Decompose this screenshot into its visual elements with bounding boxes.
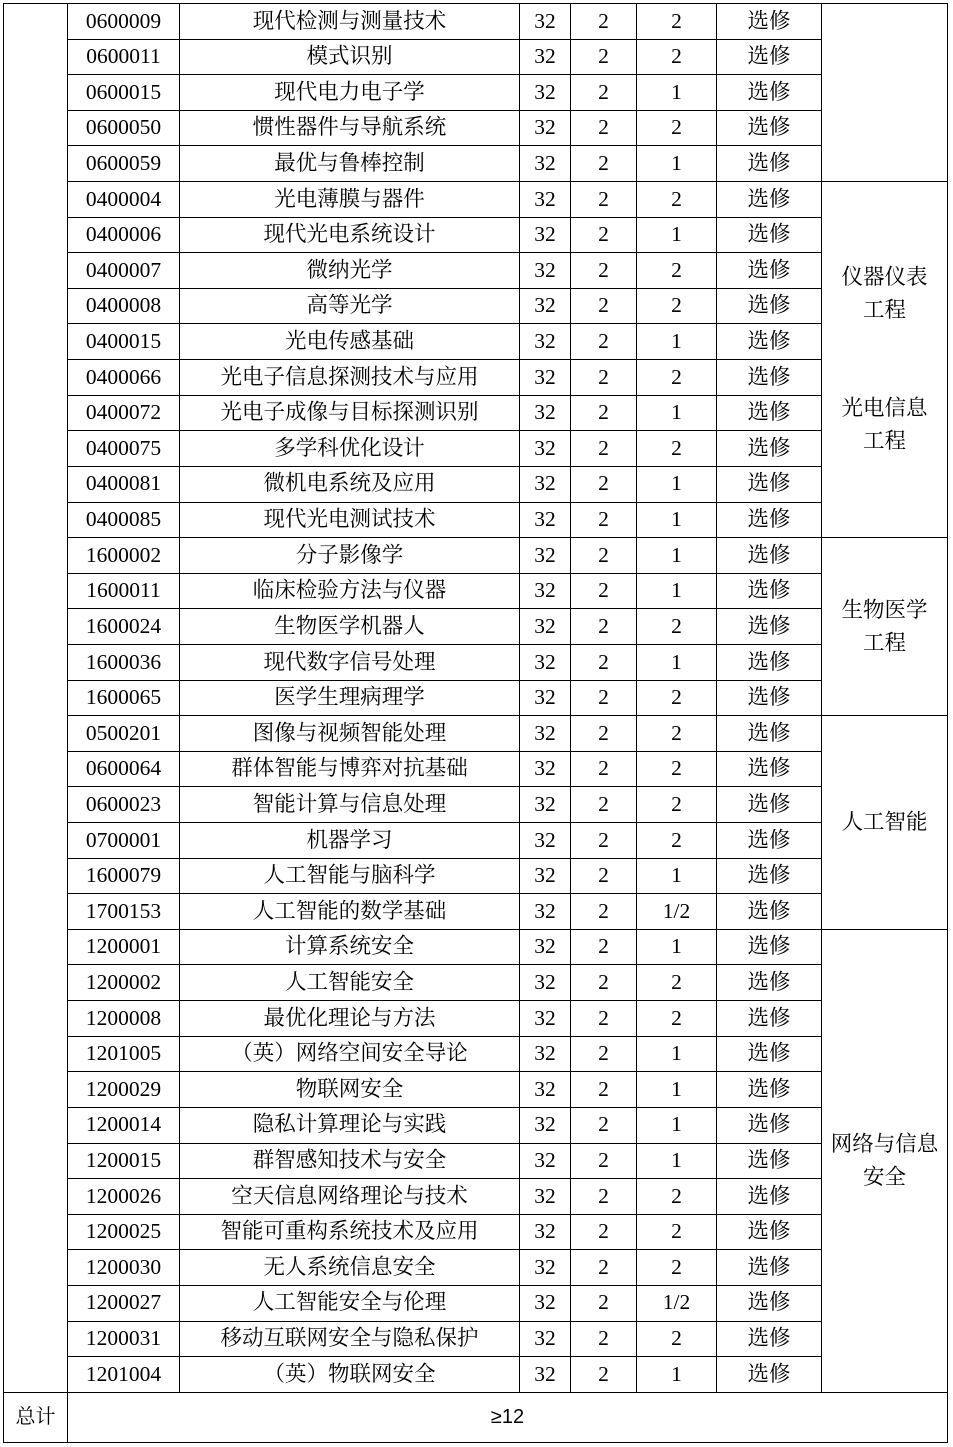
credits-cell: 2: [571, 538, 637, 574]
course-table: [3, 3, 948, 1443]
course-code-cell: 1200026: [68, 1179, 180, 1215]
course-code-cell: 0600011: [68, 40, 180, 76]
term-cell: 2: [637, 1322, 717, 1358]
course-name-cell: 无人系统信息安全: [180, 1250, 520, 1286]
course-name-cell: 智能计算与信息处理: [180, 787, 520, 823]
term-cell: 2: [637, 1001, 717, 1037]
course-type-cell: 选修: [717, 965, 822, 1001]
course-name-cell: 微纳光学: [180, 253, 520, 289]
hours-cell: 32: [520, 1144, 571, 1180]
course-code-cell: 0600015: [68, 75, 180, 111]
term-cell: 1: [637, 1144, 717, 1180]
course-type-cell: 选修: [717, 253, 822, 289]
course-code-cell: 1201005: [68, 1037, 180, 1073]
course-code-cell: 1200030: [68, 1250, 180, 1286]
credits-cell: 2: [571, 1250, 637, 1286]
credits-cell: 2: [571, 146, 637, 182]
hours-cell: 32: [520, 1072, 571, 1108]
hours-cell: 32: [520, 1108, 571, 1144]
credits-cell: 2: [571, 396, 637, 432]
course-type-cell: 选修: [717, 218, 822, 254]
course-code-cell: 0500201: [68, 716, 180, 752]
course-type-cell: 选修: [717, 716, 822, 752]
course-name-cell: 图像与视频智能处理: [180, 716, 520, 752]
credits-cell: 2: [571, 574, 637, 610]
term-cell: 1: [637, 1037, 717, 1073]
hours-cell: 32: [520, 930, 571, 966]
credits-cell: 2: [571, 111, 637, 147]
course-code-cell: 1200031: [68, 1322, 180, 1358]
course-code-cell: 0400015: [68, 324, 180, 360]
hours-cell: 32: [520, 1179, 571, 1215]
course-code-cell: 1600002: [68, 538, 180, 574]
course-name-cell: 多学科优化设计: [180, 431, 520, 467]
hours-cell: 32: [520, 823, 571, 859]
course-code-cell: 0400072: [68, 396, 180, 432]
credits-cell: 2: [571, 1108, 637, 1144]
course-type-cell: 选修: [717, 609, 822, 645]
course-type-cell: 选修: [717, 111, 822, 147]
course-name-cell: 现代检测与测量技术: [180, 4, 520, 40]
term-cell: 1: [637, 645, 717, 681]
course-code-cell: 0400085: [68, 503, 180, 539]
group-label: 网络与信息 安全: [830, 1131, 939, 1189]
group-label: 生物医学 工程: [841, 597, 928, 655]
credits-cell: 2: [571, 4, 637, 40]
course-name-cell: 光电子信息探测技术与应用: [180, 360, 520, 396]
course-code-cell: 1200029: [68, 1072, 180, 1108]
credits-cell: 2: [571, 1215, 637, 1251]
course-name-cell: 临床检验方法与仪器: [180, 574, 520, 610]
term-cell: 2: [637, 289, 717, 325]
hours-cell: 32: [520, 538, 571, 574]
course-code-cell: 1200015: [68, 1144, 180, 1180]
credits-cell: 2: [571, 360, 637, 396]
credits-cell: 2: [571, 431, 637, 467]
credits-cell: 2: [571, 645, 637, 681]
term-cell: 2: [637, 431, 717, 467]
course-name-cell: 人工智能安全与伦理: [180, 1286, 520, 1322]
course-type-cell: 选修: [717, 1322, 822, 1358]
course-name-cell: （英）物联网安全: [180, 1357, 520, 1393]
term-cell: 1: [637, 1108, 717, 1144]
course-type-cell: 选修: [717, 1179, 822, 1215]
course-type-cell: 选修: [717, 1037, 822, 1073]
course-type-cell: 选修: [717, 681, 822, 717]
course-name-cell: 群体智能与博弈对抗基础: [180, 752, 520, 788]
course-code-cell: 0600009: [68, 4, 180, 40]
course-code-cell: 0400006: [68, 218, 180, 254]
course-name-cell: 计算系统安全: [180, 930, 520, 966]
course-name-cell: 光电传感基础: [180, 324, 520, 360]
hours-cell: 32: [520, 467, 571, 503]
term-cell: 1: [637, 1357, 717, 1393]
course-type-cell: 选修: [717, 431, 822, 467]
course-name-cell: 最优化理论与方法: [180, 1001, 520, 1037]
term-cell: 2: [637, 716, 717, 752]
course-name-cell: 惯性器件与导航系统: [180, 111, 520, 147]
credits-cell: 2: [571, 930, 637, 966]
course-code-cell: 0600050: [68, 111, 180, 147]
hours-cell: 32: [520, 4, 571, 40]
course-code-cell: 1600024: [68, 609, 180, 645]
course-name-cell: 高等光学: [180, 289, 520, 325]
group-cell: [822, 930, 948, 1393]
course-name-cell: 现代电力电子学: [180, 75, 520, 111]
course-type-cell: 选修: [717, 146, 822, 182]
hours-cell: 32: [520, 752, 571, 788]
hours-cell: 32: [520, 1037, 571, 1073]
group-label: 人工智能: [841, 810, 928, 835]
course-name-cell: 隐私计算理论与实践: [180, 1108, 520, 1144]
course-type-cell: 选修: [717, 40, 822, 76]
course-type-cell: 选修: [717, 1001, 822, 1037]
course-name-cell: 光电子成像与目标探测识别: [180, 396, 520, 432]
hours-cell: 32: [520, 396, 571, 432]
course-type-cell: 选修: [717, 467, 822, 503]
term-cell: 1: [637, 574, 717, 610]
term-cell: 1: [637, 538, 717, 574]
group-cell: [822, 538, 948, 716]
credits-cell: 2: [571, 1072, 637, 1108]
hours-cell: 32: [520, 182, 571, 218]
course-type-cell: 选修: [717, 1108, 822, 1144]
course-code-cell: 0400008: [68, 289, 180, 325]
course-type-cell: 选修: [717, 396, 822, 432]
term-cell: 2: [637, 360, 717, 396]
course-code-cell: 1600036: [68, 645, 180, 681]
course-code-cell: 0700001: [68, 823, 180, 859]
term-cell: 2: [637, 681, 717, 717]
hours-cell: 32: [520, 253, 571, 289]
course-code-cell: 1600079: [68, 859, 180, 895]
term-cell: 2: [637, 111, 717, 147]
hours-cell: 32: [520, 894, 571, 930]
course-type-cell: 选修: [717, 360, 822, 396]
course-type-cell: 选修: [717, 324, 822, 360]
course-type-cell: 选修: [717, 752, 822, 788]
term-cell: 2: [637, 752, 717, 788]
hours-cell: 32: [520, 1322, 571, 1358]
course-code-cell: 0400066: [68, 360, 180, 396]
course-type-cell: 选修: [717, 574, 822, 610]
credits-cell: 2: [571, 716, 637, 752]
credits-cell: 2: [571, 859, 637, 895]
course-name-cell: 机器学习: [180, 823, 520, 859]
hours-cell: 32: [520, 645, 571, 681]
course-code-cell: 1200001: [68, 930, 180, 966]
credits-cell: 2: [571, 1144, 637, 1180]
credits-cell: 2: [571, 289, 637, 325]
course-name-cell: （英）网络空间安全导论: [180, 1037, 520, 1073]
hours-cell: 32: [520, 609, 571, 645]
course-type-cell: 选修: [717, 1215, 822, 1251]
course-type-cell: 选修: [717, 1286, 822, 1322]
term-cell: 2: [637, 823, 717, 859]
course-type-cell: 选修: [717, 645, 822, 681]
category-cell: [4, 4, 68, 1393]
term-cell: 2: [637, 182, 717, 218]
term-cell: 1: [637, 930, 717, 966]
course-code-cell: 0600059: [68, 146, 180, 182]
hours-cell: 32: [520, 1215, 571, 1251]
hours-cell: 32: [520, 787, 571, 823]
term-cell: 1/2: [637, 894, 717, 930]
course-type-cell: 选修: [717, 823, 822, 859]
credits-cell: 2: [571, 1286, 637, 1322]
hours-cell: 32: [520, 1357, 571, 1393]
hours-cell: 32: [520, 1001, 571, 1037]
course-name-cell: 群智感知技术与安全: [180, 1144, 520, 1180]
credits-cell: 2: [571, 324, 637, 360]
credits-cell: 2: [571, 681, 637, 717]
term-cell: 2: [637, 4, 717, 40]
hours-cell: 32: [520, 111, 571, 147]
hours-cell: 32: [520, 965, 571, 1001]
course-name-cell: 物联网安全: [180, 1072, 520, 1108]
course-code-cell: 1600065: [68, 681, 180, 717]
hours-cell: 32: [520, 503, 571, 539]
credits-cell: 2: [571, 503, 637, 539]
hours-cell: 32: [520, 218, 571, 254]
hours-cell: 32: [520, 1286, 571, 1322]
course-name-cell: 移动互联网安全与隐私保护: [180, 1322, 520, 1358]
course-code-cell: 0400081: [68, 467, 180, 503]
term-cell: 2: [637, 40, 717, 76]
course-code-cell: 1200008: [68, 1001, 180, 1037]
credits-cell: 2: [571, 40, 637, 76]
hours-cell: 32: [520, 1250, 571, 1286]
course-code-cell: 0400004: [68, 182, 180, 218]
hours-cell: 32: [520, 324, 571, 360]
hours-cell: 32: [520, 681, 571, 717]
group-cell: [822, 182, 948, 538]
course-name-cell: 微机电系统及应用: [180, 467, 520, 503]
course-code-cell: 0600064: [68, 752, 180, 788]
course-name-cell: 人工智能的数学基础: [180, 894, 520, 930]
credits-cell: 2: [571, 965, 637, 1001]
hours-cell: 32: [520, 289, 571, 325]
credits-cell: 2: [571, 467, 637, 503]
hours-cell: 32: [520, 716, 571, 752]
credits-cell: 2: [571, 182, 637, 218]
course-name-cell: 光电薄膜与器件: [180, 182, 520, 218]
credits-cell: 2: [571, 75, 637, 111]
term-cell: 1: [637, 396, 717, 432]
course-name-cell: 人工智能安全: [180, 965, 520, 1001]
course-type-cell: 选修: [717, 538, 822, 574]
course-type-cell: 选修: [717, 787, 822, 823]
credits-cell: 2: [571, 787, 637, 823]
credits-cell: 2: [571, 253, 637, 289]
hours-cell: 32: [520, 431, 571, 467]
total-value: ≥12: [68, 1393, 948, 1443]
course-name-cell: 空天信息网络理论与技术: [180, 1179, 520, 1215]
group-cell: [822, 716, 948, 930]
course-name-cell: 人工智能与脑科学: [180, 859, 520, 895]
credits-cell: 2: [571, 1037, 637, 1073]
term-cell: 2: [637, 1215, 717, 1251]
credits-cell: 2: [571, 1001, 637, 1037]
course-code-cell: 1200025: [68, 1215, 180, 1251]
credits-cell: 2: [571, 218, 637, 254]
course-code-cell: 1200014: [68, 1108, 180, 1144]
hours-cell: 32: [520, 859, 571, 895]
course-type-cell: 选修: [717, 182, 822, 218]
course-code-cell: 1600011: [68, 574, 180, 610]
hours-cell: 32: [520, 146, 571, 182]
term-cell: 1: [637, 75, 717, 111]
course-type-cell: 选修: [717, 1072, 822, 1108]
course-type-cell: 选修: [717, 1144, 822, 1180]
course-type-cell: 选修: [717, 930, 822, 966]
hours-cell: 32: [520, 40, 571, 76]
course-code-cell: 1200027: [68, 1286, 180, 1322]
term-cell: 1: [637, 1072, 717, 1108]
course-type-cell: 选修: [717, 4, 822, 40]
course-name-cell: 医学生理病理学: [180, 681, 520, 717]
course-name-cell: 分子影像学: [180, 538, 520, 574]
hours-cell: 32: [520, 360, 571, 396]
course-name-cell: 生物医学机器人: [180, 609, 520, 645]
credits-cell: 2: [571, 752, 637, 788]
credits-cell: 2: [571, 823, 637, 859]
course-type-cell: 选修: [717, 503, 822, 539]
hours-cell: 32: [520, 574, 571, 610]
term-cell: 1/2: [637, 1286, 717, 1322]
course-type-cell: 选修: [717, 75, 822, 111]
credits-cell: 2: [571, 1357, 637, 1393]
term-cell: 2: [637, 1250, 717, 1286]
course-name-cell: 现代光电系统设计: [180, 218, 520, 254]
course-name-cell: 智能可重构系统技术及应用: [180, 1215, 520, 1251]
term-cell: 1: [637, 146, 717, 182]
course-type-cell: 选修: [717, 859, 822, 895]
credits-cell: 2: [571, 609, 637, 645]
credits-cell: 2: [571, 1179, 637, 1215]
course-type-cell: 选修: [717, 894, 822, 930]
course-name-cell: 最优与鲁棒控制: [180, 146, 520, 182]
hours-cell: 32: [520, 75, 571, 111]
term-cell: 1: [637, 218, 717, 254]
group-cell: [822, 4, 948, 182]
term-cell: 1: [637, 503, 717, 539]
course-code-cell: 0400075: [68, 431, 180, 467]
term-cell: 2: [637, 965, 717, 1001]
course-type-cell: 选修: [717, 1357, 822, 1393]
course-name-cell: 现代数字信号处理: [180, 645, 520, 681]
course-code-cell: 1201004: [68, 1357, 180, 1393]
course-code-cell: 1200002: [68, 965, 180, 1001]
term-cell: 1: [637, 859, 717, 895]
term-cell: 2: [637, 787, 717, 823]
course-type-cell: 选修: [717, 1250, 822, 1286]
course-type-cell: 选修: [717, 289, 822, 325]
course-code-cell: 0600023: [68, 787, 180, 823]
term-cell: 2: [637, 253, 717, 289]
total-label: 总计: [4, 1393, 68, 1443]
term-cell: 2: [637, 609, 717, 645]
term-cell: 1: [637, 324, 717, 360]
course-name-cell: 现代光电测试技术: [180, 503, 520, 539]
group-label: 光电信息 工程: [841, 396, 928, 454]
term-cell: 2: [637, 1179, 717, 1215]
credits-cell: 2: [571, 1322, 637, 1358]
term-cell: 1: [637, 467, 717, 503]
credits-cell: 2: [571, 894, 637, 930]
group-label: 仪器仪表 工程: [841, 265, 928, 323]
course-code-cell: 1700153: [68, 894, 180, 930]
course-name-cell: 模式识别: [180, 40, 520, 76]
course-code-cell: 0400007: [68, 253, 180, 289]
